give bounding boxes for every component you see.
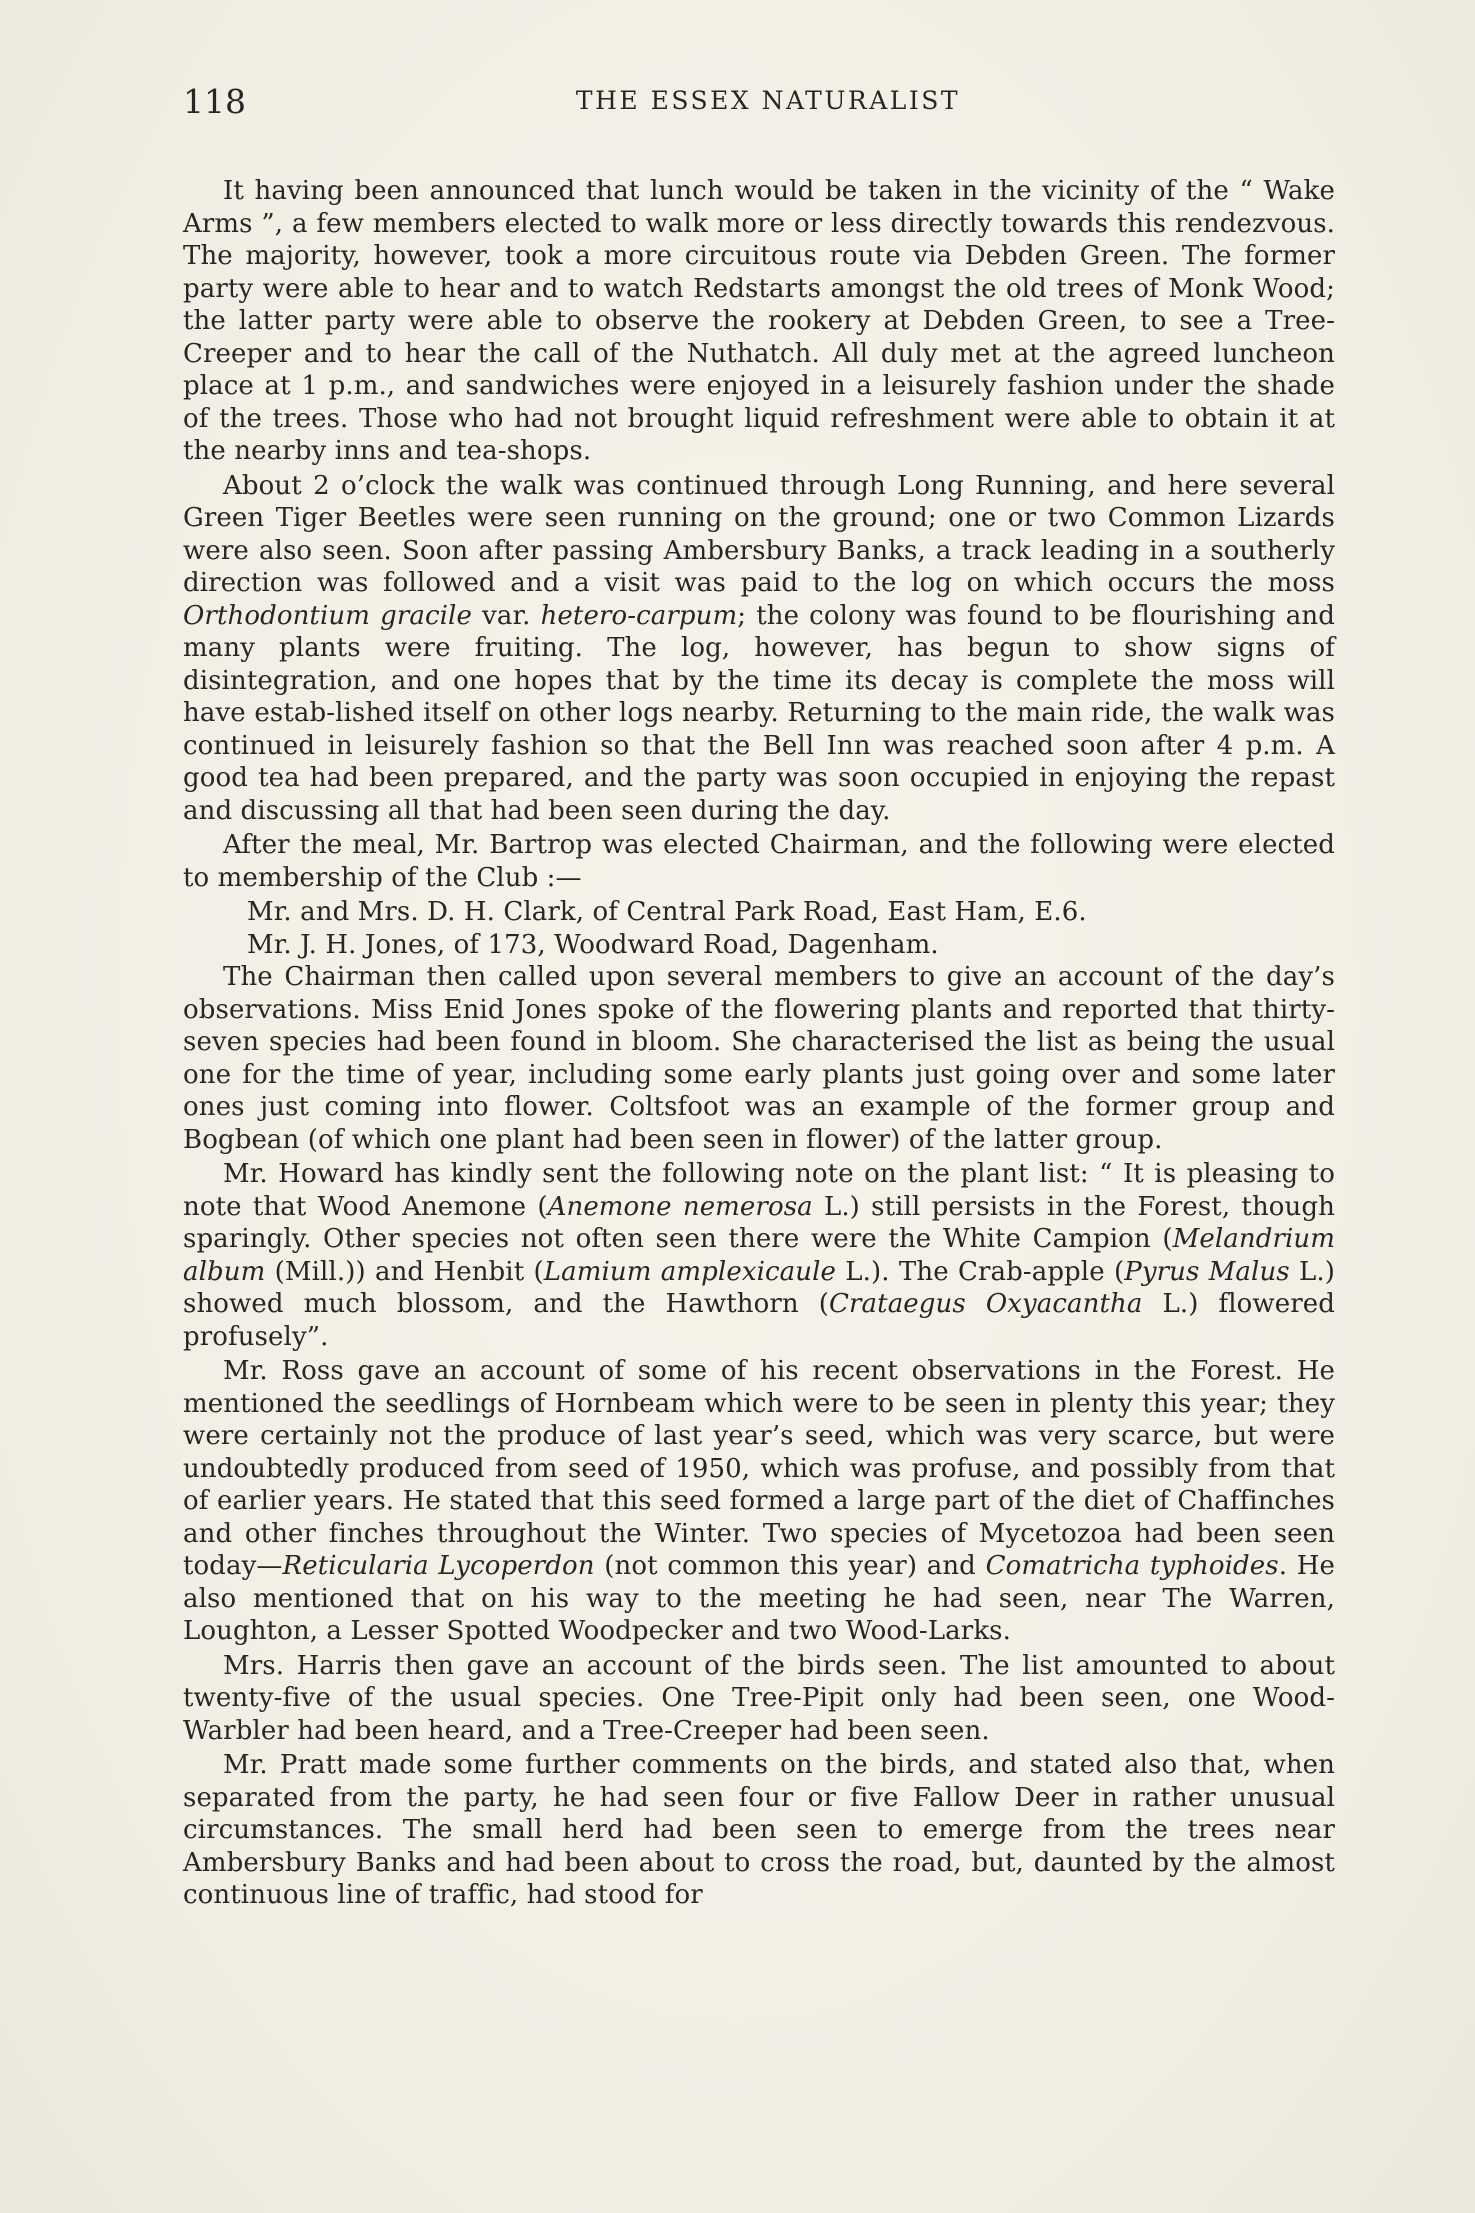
member-entry [183,896,1335,929]
text-run: Mr. Howard has kindly sent the following note on the plant list: “ It is pleasing to note that Wood Anemone ( [183,1159,1335,1222]
text-run: The Chairman then called upon several members to give an account of the day’s observations. Miss Enid Jones spoke of the flowering plants and reported that thirty-seven species had been found in bloom. She characterised the list as being the usual one for the time of year, including some early plants just going over and some later ones just coming into flower. Coltsfoot was an example of the former group and Bogbean (of which one plant had been seen in flower) of the latter group. [183,962,1335,1155]
running-title: THE ESSEX NATURALIST [575,86,961,115]
member-entry [183,929,1335,962]
text-run: ; the colony was found to be flourishing and many plants were fruiting. The log, however, has begun to show signs of disintegration, and one hopes that by the time its decay is complete the moss will have estab-lished itself on other logs nearby. Returning to the main ride, the walk was continued in leisurely fashion so that the Bell Inn was reached soon after 4 p.m. A good tea had been prepared, and the party was soon occupied in enjoying the repast and discussing all that had been seen during the day. [183,600,1335,826]
text-run: Mrs. Harris then gave an account of the birds seen. The list amounted to about twenty-five of the usual species. One Tree-Pipit only had been seen, one Wood-Warbler had been heard, and a Tree-Creeper had been seen. [183,1650,1335,1746]
italic-taxon-name: Pyrus Malus [1124,1256,1290,1287]
text-run: L.). The Crab-apple ( [836,1256,1125,1287]
text-run: Mr. Pratt made some further comments on the birds, and stated also that, when separated from the party, he had seen four or five Fallow Deer in rather unusual circumstances. The small herd had been seen to emerge from the trees near Ambersbury Banks and had been about to cross the road, but, daunted by the almost continuous line of traffic, had stood for [183,1750,1335,1910]
italic-taxon-name: Crataegus Oxyacantha [829,1289,1143,1319]
italic-taxon-name: Melandrium album [183,1224,1335,1287]
text-run: Mr. and Mrs. D. H. Clark, of Central Park Road, East Ham, E.6. [247,897,1087,927]
italic-taxon-name: Lamium amplexicaule [543,1256,837,1287]
text-run: var. [471,600,541,631]
text-run: (not common this year) and [594,1551,986,1581]
text-run: Mr. J. H. Jones, of 173, Woodward Road, Dagenham. [247,929,939,960]
italic-taxon-name: hetero-carpum [540,600,738,631]
body-paragraph [183,470,1335,828]
text-run: L.) showed much blossom, and the Hawthorn ( [183,1256,1336,1319]
text-run: Mr. Ross gave an account of some of his recent observations in the Forest. He mentioned the seedlings of Hornbeam which were to be seen in plenty this year; they were certainly not the produce of last year’s seed, which was very scarce, but were undoubtedly produced from seed of 1950, which was profuse, and possibly from that of earlier years. He stated that this seed formed a large part of the diet of Chaffinches and other finches throughout the Winter. Two species of Mycetozoa had been seen today— [183,1356,1335,1581]
body-paragraph [183,1749,1335,1912]
text-run: L.) flowered profusely”. [183,1289,1336,1352]
text-run: (Mill.)) and Henbit ( [265,1256,544,1287]
body-paragraph [183,175,1335,468]
text-run: . He also mentioned that on his way to the meeting he had seen, near The Warren, Loughton, a Lesser Spotted Woodpecker and two Wood-Larks. [183,1551,1336,1646]
text-run: After the meal, Mr. Bartrop was elected Chairman, and the following were elected to membership of the Club :— [183,830,1335,893]
body-paragraph [183,829,1335,894]
page-header [183,82,1333,132]
page-number: 118 [183,82,246,121]
italic-taxon-name: Reticularia Lycoperdon [282,1551,595,1581]
text-run: It having been announced that lunch would be taken in the vicinity of the “ Wake Arms ”, a few members elected to walk more or less directly towards this rendezvous. The majority, however, took a more circuitous route via Debden Green. The former party were able to hear and to watch Redstarts amongst the old trees of Monk Wood; the latter party were able to observe the rookery at Debden Green, to see a Tree-Creeper and to hear the call of the Nuthatch. All duly met at the agreed luncheon place at 1 p.m., and sandwiches were enjoyed in a leisurely fashion under the shade of the trees. Those who had not brought liquid refreshment were able to obtain it at the nearby inns and tea-shops. [183,176,1335,466]
italic-taxon-name: Anemone nemerosa [547,1191,813,1222]
body-paragraph [183,1650,1335,1748]
italic-taxon-name: Orthodontium gracile [183,600,472,631]
text-run: L.) still persists in the Forest, though sparingly. Other species not often seen there were the White Campion ( [183,1191,1335,1254]
italic-taxon-name: Comatricha typhoides [985,1551,1279,1581]
body-paragraph [183,1158,1335,1353]
body-paragraph [183,1355,1335,1648]
text-run: About 2 o’clock the walk was continued through Long Running, and here several Green Tiger Beetles were seen running on the ground; one or two Common Lizards were also seen. Soon after passing Ambersbury Banks, a track leading in a southerly direction was followed and a visit was paid to the log on which occurs the moss [183,470,1335,598]
article-body [183,175,1335,1914]
body-paragraph [183,961,1335,1156]
